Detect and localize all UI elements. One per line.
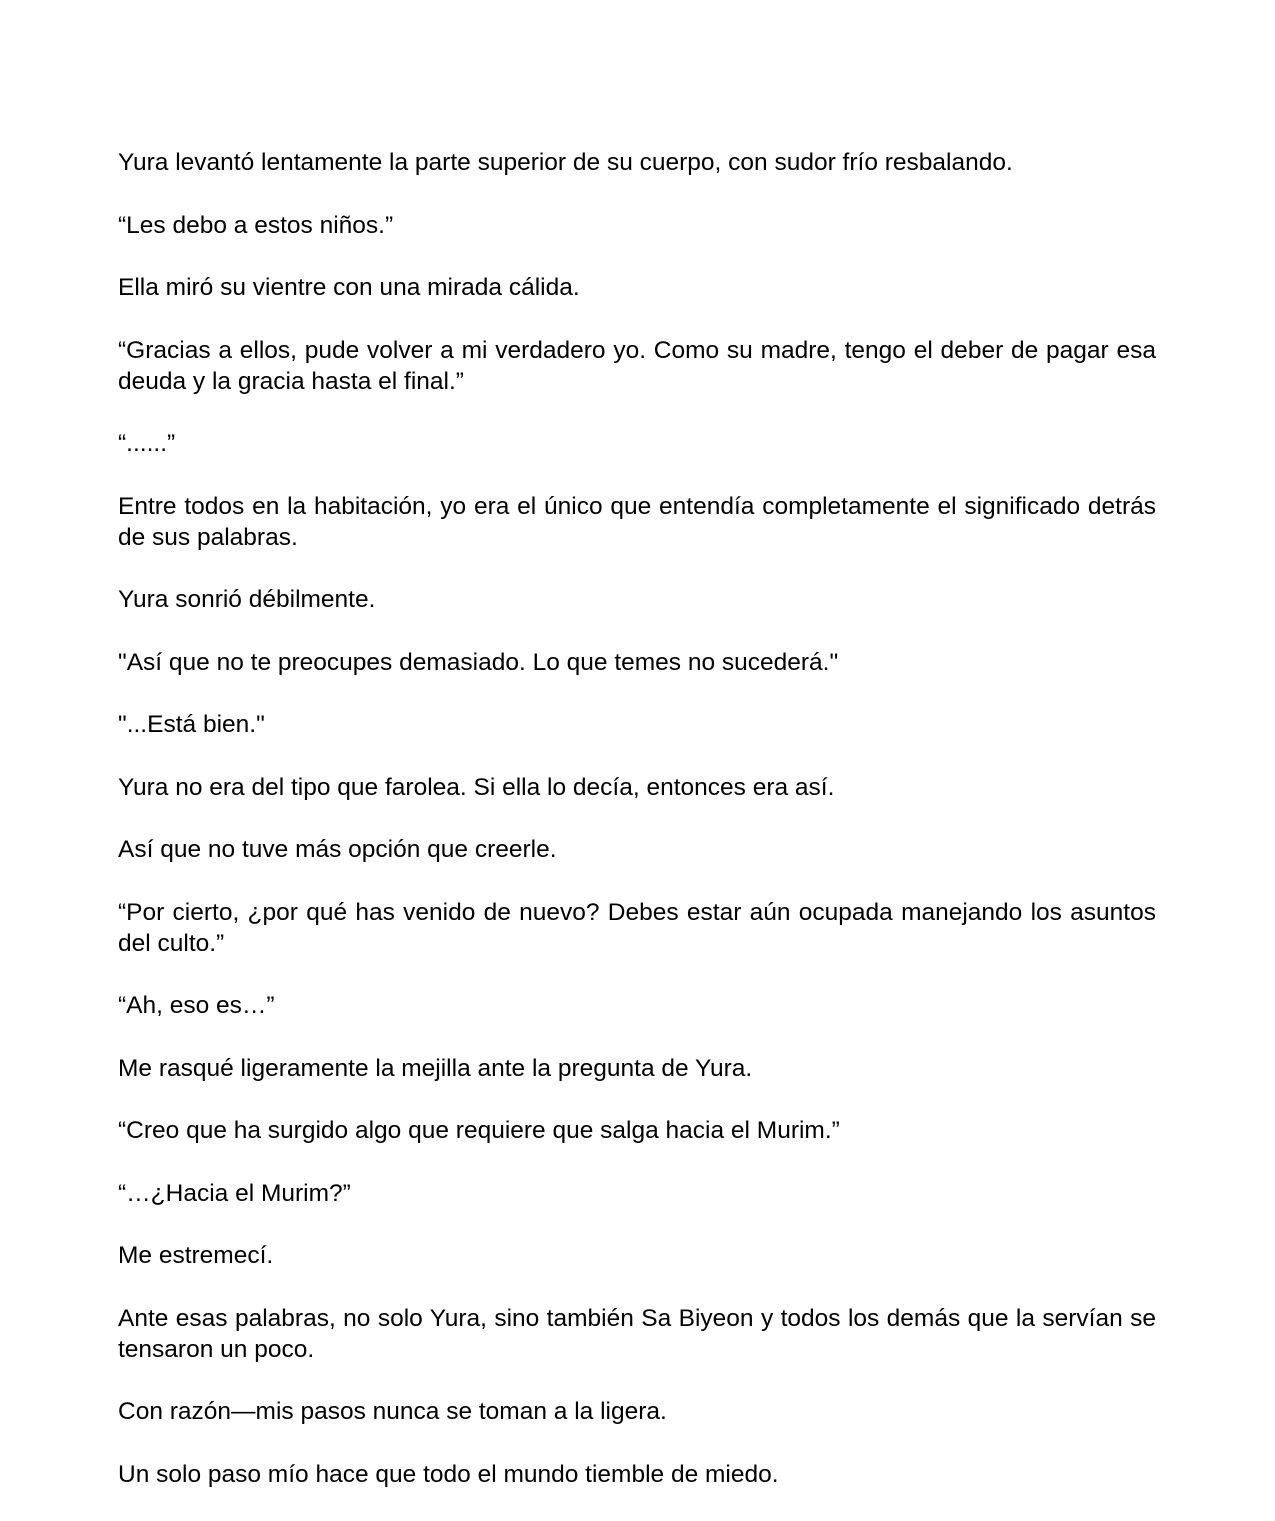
paragraph: Yura no era del tipo que farolea. Si ella lo decía, entonces era así. — [118, 773, 835, 801]
paragraph: “Les debo a estos niños.” — [118, 211, 394, 239]
paragraph: “Por cierto, ¿por qué has venido de nuevo? Debes estar aún ocupada manejando los asuntos del culto.” — [118, 898, 1156, 957]
paragraph: Yura sonrió débilmente. — [118, 586, 376, 613]
paragraph: Yura levantó lentamente la parte superior de su cuerpo, con sudor frío resbalando. — [118, 149, 1013, 176]
paragraph: Un solo paso mío hace que todo el mundo tiemble de miedo. — [118, 1460, 779, 1488]
paragraph: “Creo que ha surgido algo que requiere que salga hacia el Murim.” — [118, 1117, 840, 1144]
paragraph: “......” — [118, 430, 176, 457]
paragraph: Entre todos en la habitación, yo era el único que entendía completamente el significado detrás de sus palabras. — [118, 492, 1156, 551]
paragraph: Ella miró su vientre con una mirada cálida. — [118, 274, 580, 301]
paragraph: "...Está bien." — [118, 711, 265, 738]
paragraph: Así que no tuve más opción que creerle. — [118, 836, 557, 863]
paragraph: Me rasqué ligeramente la mejilla ante la pregunta de Yura. — [118, 1054, 753, 1082]
paragraph: “…¿Hacia el Murim?” — [118, 1179, 351, 1207]
paragraph: Me estremecí. — [118, 1242, 274, 1269]
paragraph: Con razón—mis pasos nunca se toman a la ligera. — [118, 1398, 667, 1425]
paragraph: “Gracias a ellos, pude volver a mi verdadero yo. Como su madre, tengo el deber de pagar esa deuda y la gracia hasta el final.” — [118, 336, 1156, 395]
paragraph: "Así que no te preocupes demasiado. Lo que temes no sucederá." — [118, 648, 839, 676]
document-page — [118, 147, 1156, 1521]
paragraph: “Ah, eso es…” — [118, 992, 275, 1019]
paragraph: Ante esas palabras, no solo Yura, sino también Sa Biyeon y todos los demás que la servían se tensaron un poco. — [118, 1304, 1156, 1363]
